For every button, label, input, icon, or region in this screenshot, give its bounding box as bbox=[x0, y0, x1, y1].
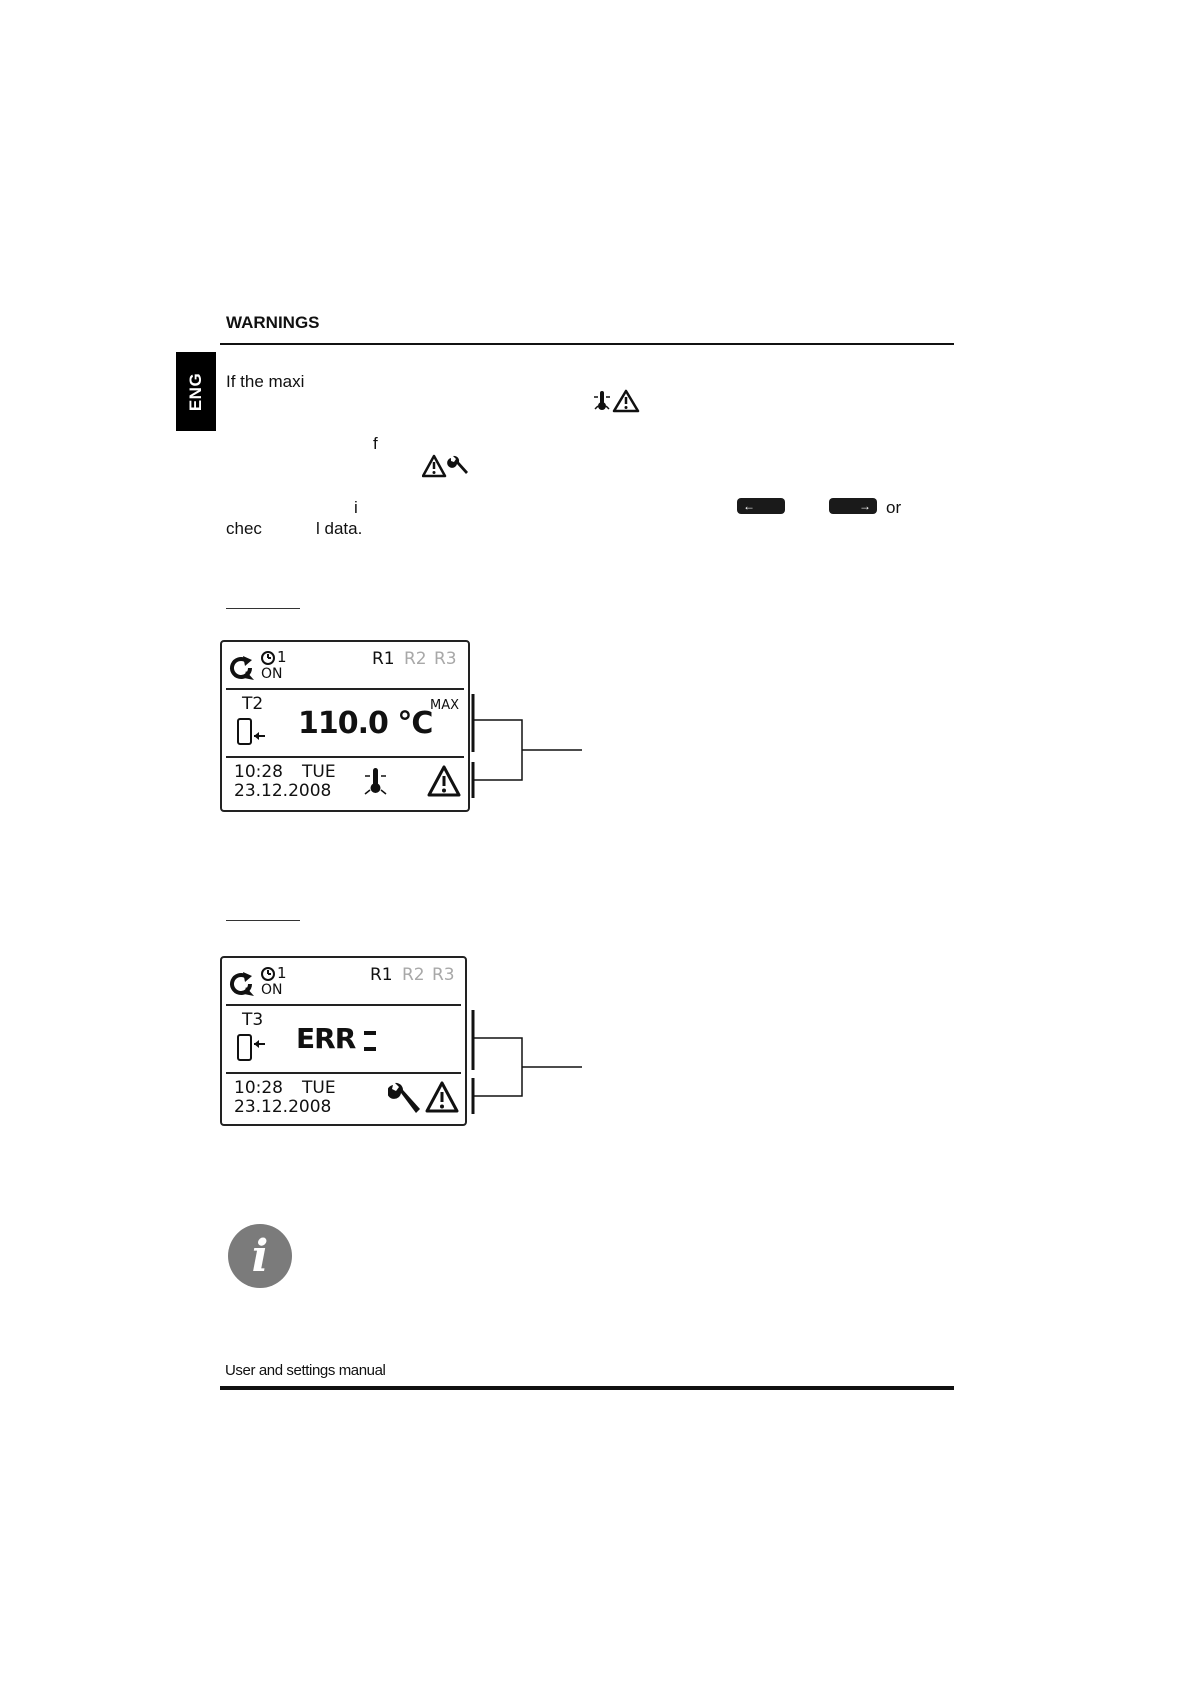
sensor-break-icon bbox=[362, 1028, 378, 1056]
day-label: TUE bbox=[302, 762, 336, 782]
mode-on-label: ON bbox=[261, 666, 283, 682]
mode-on-label: ON bbox=[261, 982, 283, 998]
lcd-separator bbox=[226, 1004, 461, 1006]
warning-icon bbox=[424, 1080, 460, 1114]
footer-title: User and settings manual bbox=[225, 1362, 386, 1379]
relay-r1: R1 bbox=[370, 965, 393, 985]
timer-number: 1 bbox=[277, 964, 287, 982]
lcd-separator bbox=[226, 756, 464, 758]
max-label: MAX bbox=[430, 698, 460, 713]
right-arrow-key bbox=[829, 498, 877, 514]
wrench-icon bbox=[388, 1082, 422, 1116]
circulation-icon bbox=[228, 654, 256, 682]
callout-bracket bbox=[470, 1008, 584, 1116]
right-arrow-icon: → bbox=[859, 499, 871, 513]
footer-rule bbox=[220, 1386, 954, 1390]
left-arrow-icon: ← bbox=[743, 499, 755, 513]
error-value: ERR bbox=[296, 1022, 356, 1055]
error-warning-icon bbox=[422, 454, 470, 478]
sensor-label: T3 bbox=[242, 1010, 264, 1030]
tank-sensor-icon bbox=[236, 718, 268, 746]
clock-icon bbox=[260, 650, 276, 666]
info-icon bbox=[228, 1224, 292, 1288]
paragraph-1-text: If the maxi bbox=[226, 372, 305, 391]
temperature-warning-icon bbox=[592, 389, 642, 413]
header-rule bbox=[220, 343, 954, 345]
date-label: 23.12.2008 bbox=[234, 781, 332, 801]
lcd-display-sensor-error bbox=[220, 956, 467, 1126]
paragraph-2-text: f bbox=[373, 434, 378, 453]
sensor-label: T2 bbox=[242, 694, 264, 714]
left-arrow-key bbox=[737, 498, 785, 514]
time-label: 10:28 bbox=[234, 1078, 283, 1098]
info-icon-glyph: i bbox=[251, 1230, 269, 1282]
clock-icon bbox=[260, 966, 276, 982]
relay-r1: R1 bbox=[372, 649, 395, 669]
figure-1-caption-rule bbox=[226, 608, 300, 609]
relay-r3: R3 bbox=[434, 649, 457, 669]
thermometer-icon bbox=[362, 766, 388, 798]
section-heading: WARNINGS bbox=[226, 313, 320, 332]
paragraph-3-text-b: or bbox=[886, 498, 902, 517]
day-label: TUE bbox=[302, 1078, 336, 1098]
lcd-separator bbox=[226, 1072, 461, 1074]
relay-r2: R2 bbox=[404, 649, 427, 669]
date-label: 23.12.2008 bbox=[234, 1097, 332, 1117]
relay-r3: R3 bbox=[432, 965, 455, 985]
lcd-display-max-temp bbox=[220, 640, 470, 812]
paragraph-3-text-d: l data. bbox=[316, 519, 363, 538]
callout-bracket bbox=[470, 692, 584, 800]
paragraph-3-text-a: i bbox=[354, 498, 358, 517]
tank-sensor-icon bbox=[236, 1034, 268, 1062]
temperature-value: 110.0 °C bbox=[298, 706, 433, 741]
lcd-separator bbox=[226, 688, 464, 690]
figure-2-caption-rule bbox=[226, 920, 300, 921]
relay-r2: R2 bbox=[402, 965, 425, 985]
timer-number: 1 bbox=[277, 648, 287, 666]
paragraph-3-text-c: chec bbox=[226, 519, 262, 538]
circulation-icon bbox=[228, 970, 256, 998]
language-tab bbox=[176, 352, 216, 431]
warning-icon bbox=[426, 764, 462, 798]
time-label: 10:28 bbox=[234, 762, 283, 782]
language-tab-label: ENG bbox=[186, 372, 205, 411]
